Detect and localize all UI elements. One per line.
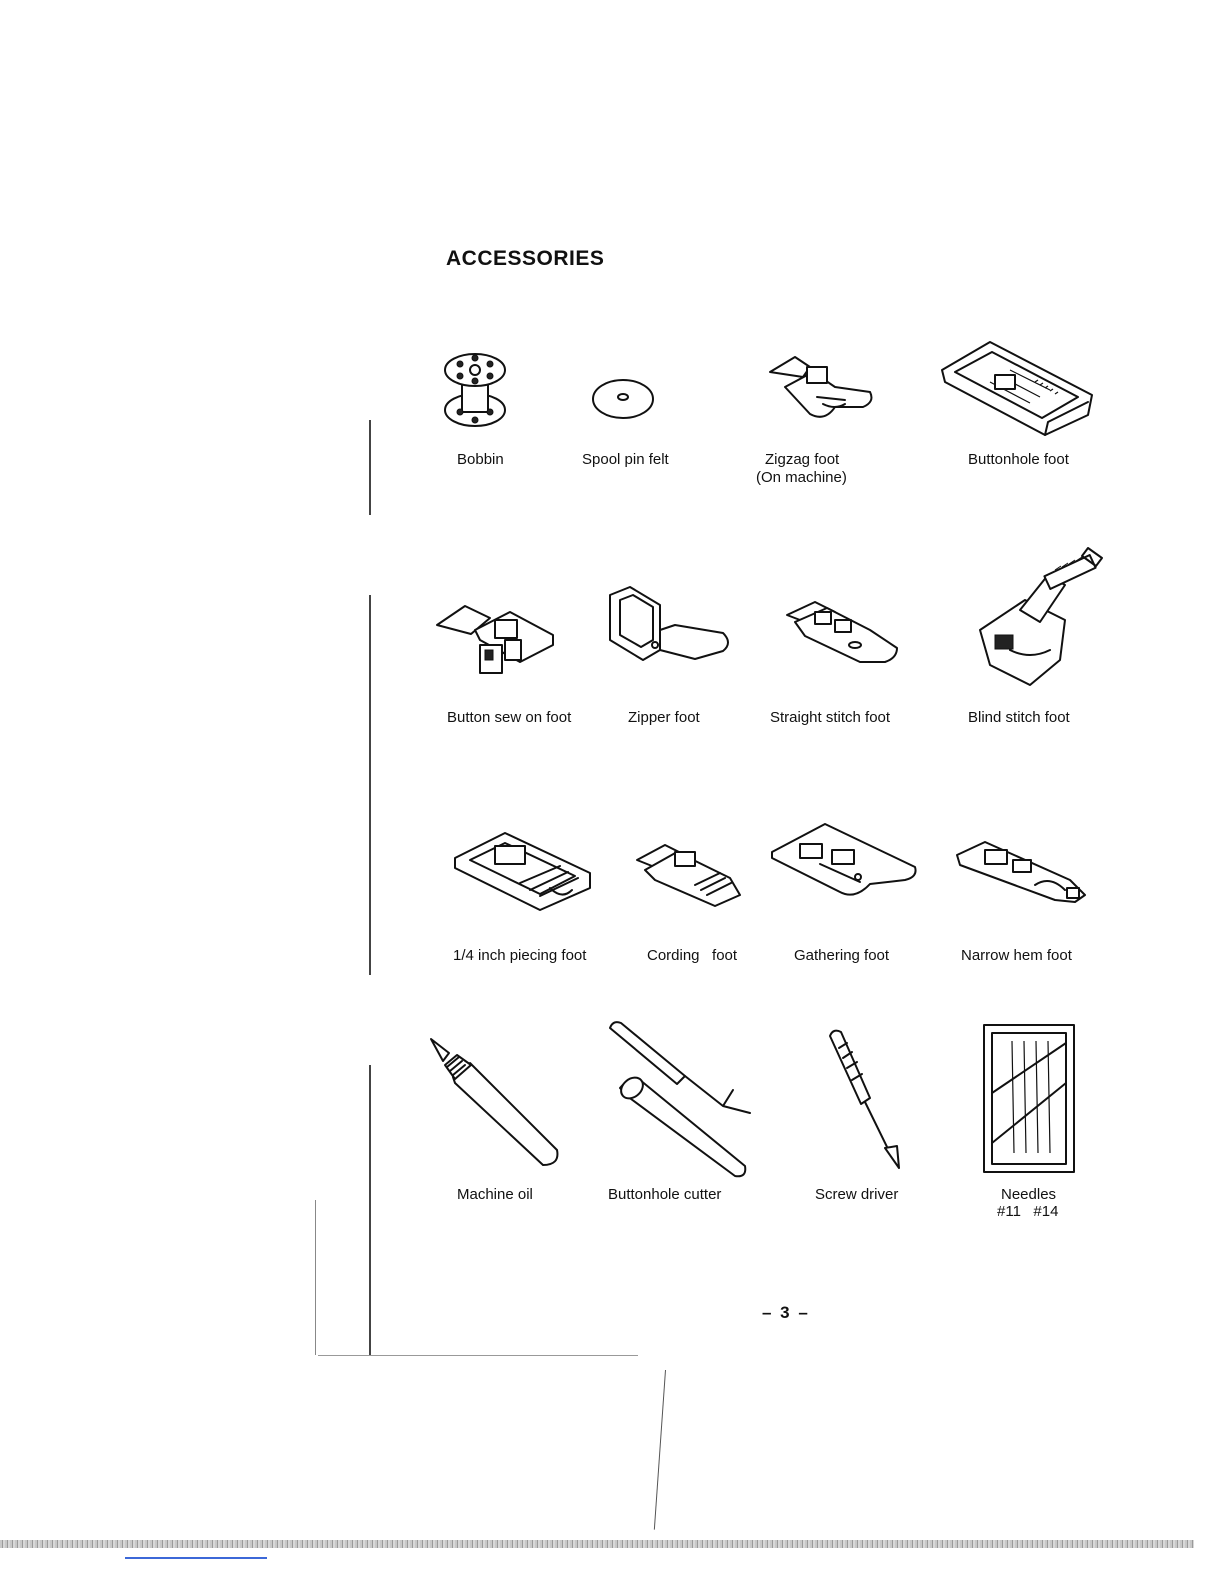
button-sew-on-foot-icon (435, 600, 560, 680)
screw-driver-icon (825, 1028, 905, 1173)
sublabel-zigzag-foot: (On machine) (756, 469, 847, 486)
label-button-sew-on-foot: Button sew on foot (447, 709, 572, 726)
label-zigzag-foot: Zigzag foot (765, 451, 840, 468)
label-machine-oil: Machine oil (457, 1186, 533, 1203)
machine-oil-icon (425, 1035, 565, 1170)
spool-pin-felt-icon (590, 375, 660, 425)
page-title: ACCESSORIES (446, 247, 605, 270)
margin-rule (369, 1065, 371, 1355)
zigzag-foot-icon (765, 352, 875, 427)
sublabel-needles: #11 #14 (997, 1203, 1059, 1220)
margin-rule (369, 595, 371, 975)
gathering-foot-icon (770, 822, 920, 902)
bobbin-icon (440, 350, 520, 430)
label-straight-stitch-foot: Straight stitch foot (770, 709, 891, 726)
scan-band (0, 1540, 1194, 1548)
label-quarter-inch-piecing-foot: 1/4 inch piecing foot (453, 947, 587, 964)
page-number: – 3 – (762, 1303, 810, 1322)
buttonhole-foot-icon (940, 340, 1095, 435)
margin-rule (369, 420, 371, 515)
margin-rule (318, 1355, 638, 1356)
margin-rule (654, 1370, 666, 1530)
label-buttonhole-foot: Buttonhole foot (968, 451, 1069, 468)
needles-icon (982, 1023, 1077, 1175)
label-spool-pin-felt: Spool pin felt (582, 451, 669, 468)
straight-stitch-foot-icon (785, 600, 905, 670)
label-blind-stitch-foot: Blind stitch foot (968, 709, 1070, 726)
label-bobbin: Bobbin (457, 451, 504, 468)
label-zipper-foot: Zipper foot (628, 709, 700, 726)
label-cording-foot: Cording foot (647, 947, 738, 964)
margin-rule (315, 1200, 316, 1355)
cording-foot-icon (635, 840, 745, 910)
narrow-hem-foot-icon (955, 840, 1090, 910)
label-narrow-hem-foot: Narrow hem foot (961, 947, 1072, 964)
label-needles: Needles (1001, 1186, 1057, 1203)
label-screw-driver: Screw driver (815, 1186, 899, 1203)
buttonhole-cutter-icon (605, 1018, 755, 1178)
label-buttonhole-cutter: Buttonhole cutter (608, 1186, 722, 1203)
blue-underline (125, 1557, 267, 1559)
zipper-foot-icon (605, 585, 735, 670)
quarter-inch-piecing-foot-icon (450, 828, 595, 913)
blind-stitch-foot-icon (970, 540, 1110, 690)
label-gathering-foot: Gathering foot (794, 947, 890, 964)
